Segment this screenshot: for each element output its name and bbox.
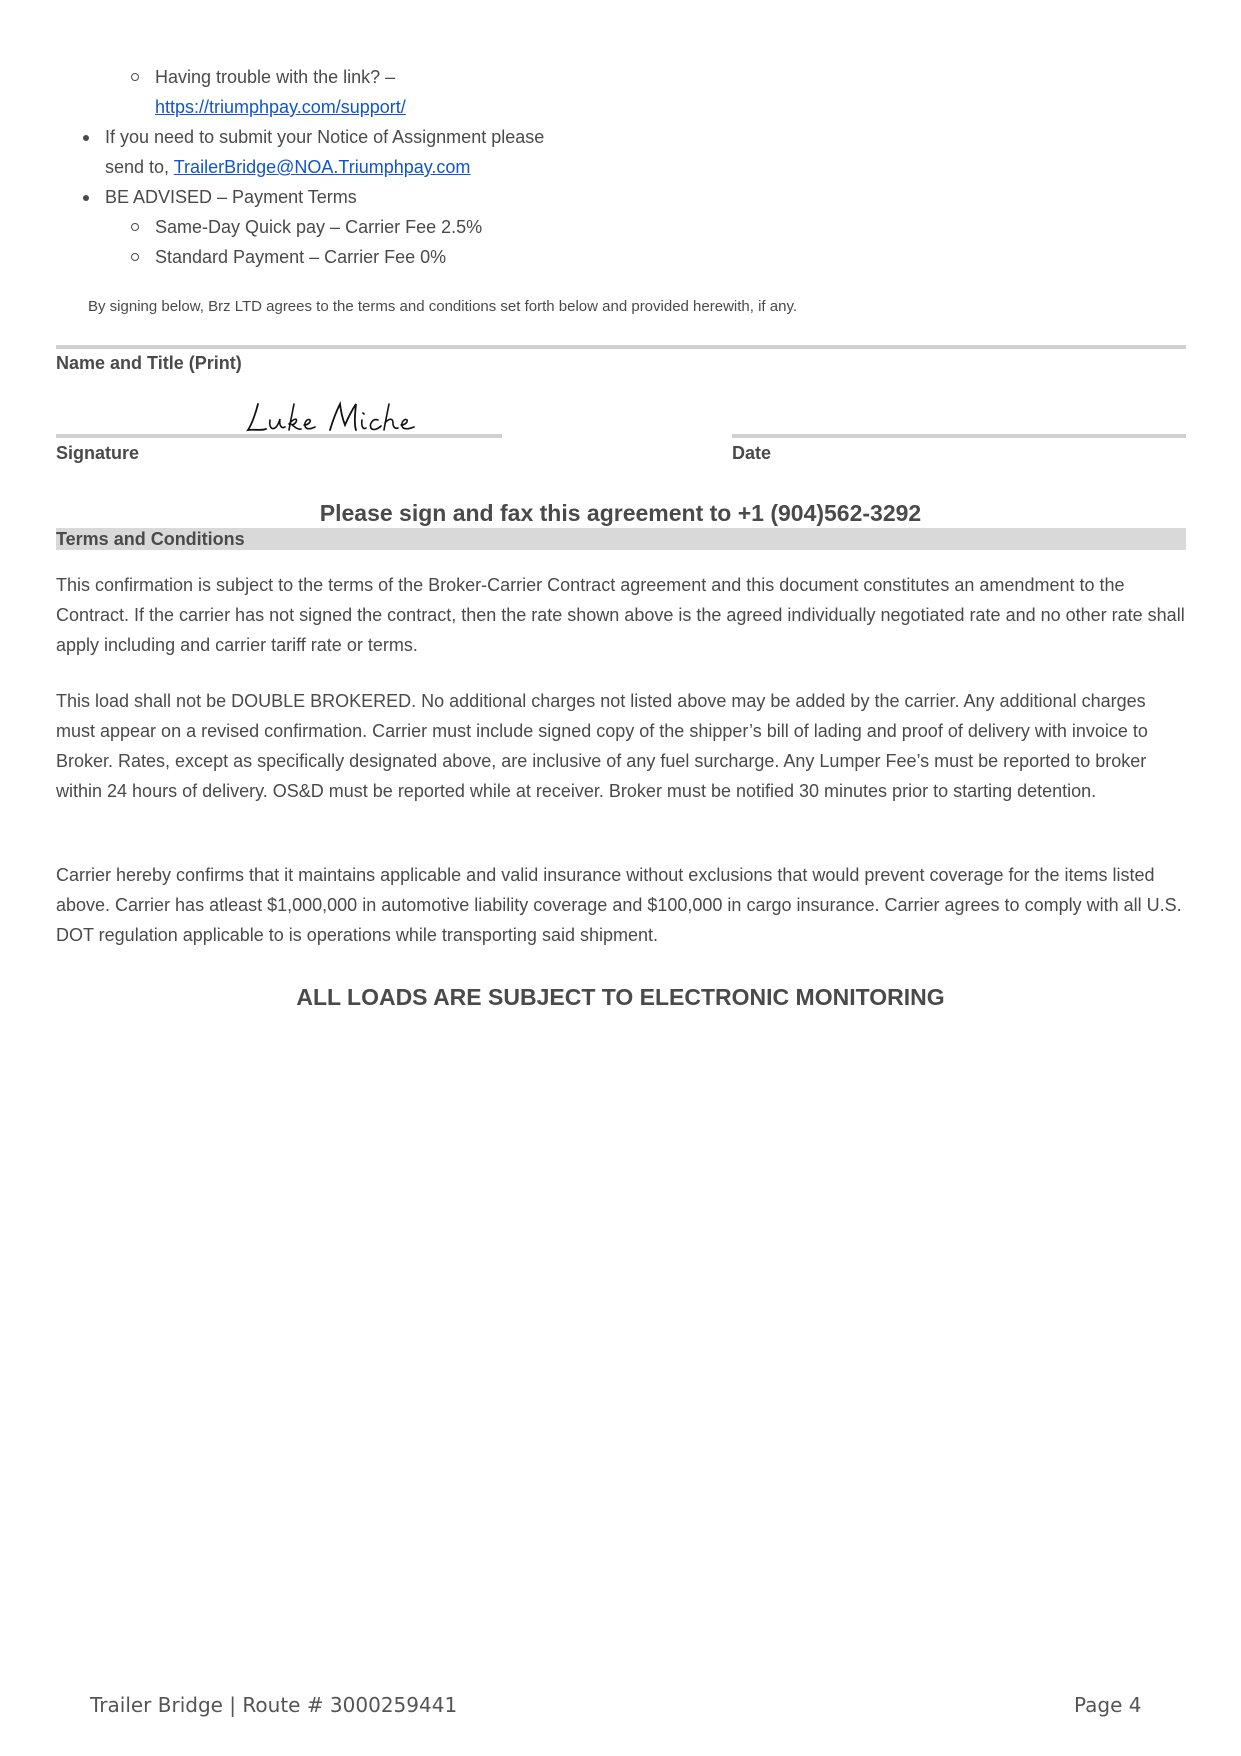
- standard-payment-term: Standard Payment – Carrier Fee 0%: [155, 247, 447, 267]
- footer-route-info: Trailer Bridge | Route # 3000259441: [90, 1693, 458, 1717]
- noa-email-link[interactable]: TrailerBridge@NOA.Triumphpay.com: [173, 157, 471, 177]
- monitoring-notice: ALL LOADS ARE SUBJECT TO ELECTRONIC MONITORING: [296, 984, 945, 1010]
- page-number: Page 4: [1074, 1693, 1142, 1717]
- noa-instruction-text: If you need to submit your Notice of Assignment please: [105, 127, 545, 147]
- date-label: Date: [732, 443, 772, 463]
- link-trouble-label: Having trouble with the link? –: [155, 67, 396, 87]
- terms-heading: Terms and Conditions: [56, 529, 245, 549]
- signature-line: [56, 434, 502, 438]
- handwritten-signature: [244, 398, 434, 438]
- fax-instruction: Please sign and fax this agreement to +1 (904)562-3292: [319, 500, 922, 526]
- support-link[interactable]: https://triumphpay.com/support/: [155, 97, 406, 117]
- terms-paragraph-2: This load shall not be DOUBLE BROKERED. No additional charges not listed above may be added by the carrier. Any additional charges must appear on a revised confirmation. Carrier must include signed copy of the shipper’s bill of lading and proof of delivery with invoice to Broker. Rates, except as specifically designated above, are inclusive of any fuel surcharge. Any Lumper Fee’s must be reported to broker within 24 hours of delivery. OS&D must be reported while at receiver. Broker must be notified 30 minutes prior to starting detention.: [56, 691, 1148, 801]
- quickpay-term: Same-Day Quick pay – Carrier Fee 2.5%: [155, 217, 483, 237]
- list-item: [155, 62, 395, 92]
- list-item-continuation: [105, 152, 470, 182]
- signing-agreement-note: By signing below, Brz LTD agrees to the terms and conditions set forth below and provided herewith, if any.: [88, 298, 797, 315]
- list-item-continuation: [155, 92, 406, 122]
- date-line: [732, 434, 1186, 438]
- list-item: [105, 122, 544, 152]
- name-title-label: Name and Title (Print): [56, 353, 242, 373]
- terms-paragraph-3: Carrier hereby confirms that it maintains applicable and valid insurance without exclusions that would prevent coverage for the items listed above. Carrier has atleast $1,000,000 in automotive liability coverage and $100,000 in cargo insurance. Carrier agrees to comply with all U.S. DOT regulation applicable to is operations while transporting said shipment.: [56, 865, 1182, 945]
- list-item: [155, 212, 482, 242]
- terms-paragraph-1: This confirmation is subject to the terms of the Broker-Carrier Contract agreement and this document constitutes an amendment to the Contract. If the carrier has not signed the contract, then the rate shown above is the agreed individually negotiated rate and no other rate shall apply including and carrier tariff rate or terms.: [56, 575, 1185, 655]
- name-title-line: [56, 345, 1186, 349]
- list-item: [105, 182, 357, 212]
- noa-send-to-text: send to,: [105, 157, 174, 177]
- list-item: [155, 242, 446, 272]
- payment-terms-heading: BE ADVISED – Payment Terms: [105, 187, 357, 207]
- signature-label: Signature: [56, 443, 140, 463]
